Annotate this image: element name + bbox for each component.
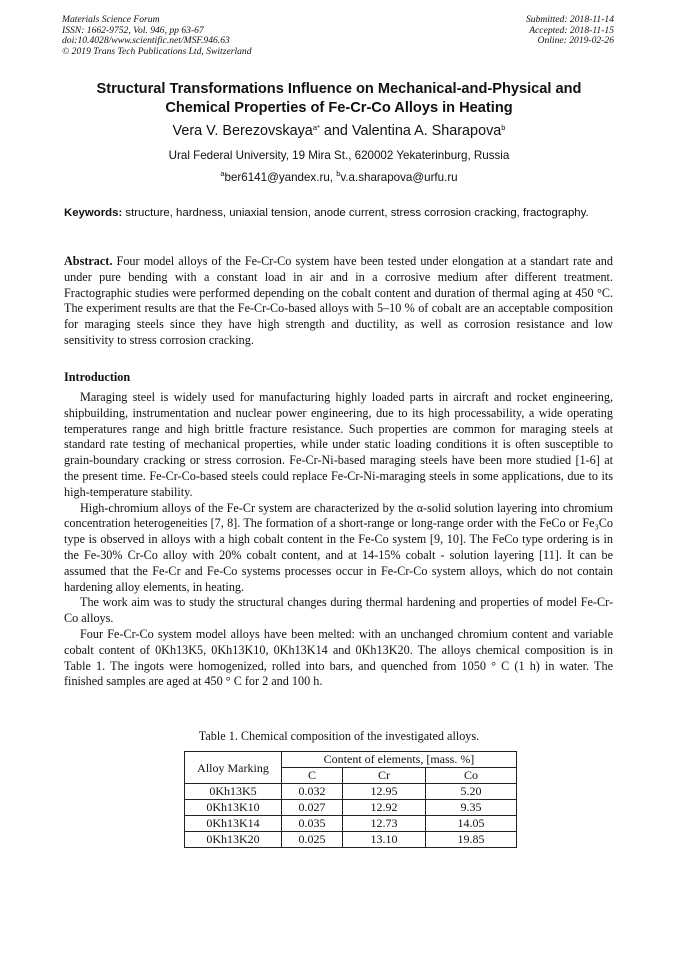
author-conjunction: and bbox=[319, 123, 352, 139]
keywords bbox=[64, 206, 613, 222]
table-row bbox=[185, 800, 517, 816]
online-date: Online: 2019-02-26 bbox=[537, 35, 614, 47]
author-emails bbox=[40, 171, 638, 185]
table-cell: 12.95 bbox=[343, 784, 426, 800]
table-cell: 12.92 bbox=[343, 800, 426, 816]
table-cell: 0.035 bbox=[282, 816, 343, 832]
intro-paragraph: Four Fe-Cr-Co system model alloys have been melted: with an unchanged chromium content and variable cobalt content of 0Kh13K5, 0Kh13K10, 0Kh13K14 and 0Kh13K20. The alloys chemical composition is in Table 1. The ingots were homogenized, rolled into bars, and quenched from 1050 ° C (1 h) in water. The finished samples are aged at 450 ° C for 2 and 100 h. bbox=[64, 626, 613, 689]
abstract-label: Abstract. bbox=[64, 254, 113, 268]
table-cell: 14.05 bbox=[426, 816, 517, 832]
table-cell: 5.20 bbox=[426, 784, 517, 800]
issn-line: ISSN: 1662-9752, Vol. 946, pp 63-67 bbox=[62, 24, 204, 36]
table-cell: 0Kh13K10 bbox=[185, 800, 282, 816]
paper-title bbox=[40, 80, 638, 118]
keywords-text: structure, hardness, uniaxial tension, anode current, stress corrosion cracking, fractography. bbox=[122, 207, 589, 219]
table-cell: 13.10 bbox=[343, 832, 426, 848]
journal-info bbox=[62, 15, 252, 57]
author-list bbox=[40, 122, 638, 140]
keywords-label: Keywords: bbox=[64, 207, 123, 219]
table-caption: Table 1. Chemical composition of the investigated alloys. bbox=[198, 729, 480, 743]
author-1-superscript: a* bbox=[312, 123, 320, 132]
title-line-1: Structural Transformations Influence on Mechanical-and-Physical and bbox=[96, 81, 582, 97]
affiliation: Ural Federal University, 19 Mira St., 620002 Yekaterinburg, Russia bbox=[168, 149, 510, 162]
chemical-composition-table bbox=[184, 751, 517, 848]
table-cell: 0.025 bbox=[282, 832, 343, 848]
copyright-line: © 2019 Trans Tech Publications Ltd, Switzerland bbox=[62, 45, 252, 57]
table-row bbox=[185, 816, 517, 832]
intro-paragraph: High-chromium alloys of the Fe-Cr system are characterized by the α-solid solution layering into chromium concentration heterogeneities [7, 8]. The formation of a short-range or long-range order with the FeCo or Fe₃Co type is observed in alloys with a high cobalt content in the Fe-Co system [9, 10]. The FeCo type ordering is in the Fe-30% Cr-Co alloy with 20% cobalt content, and at 14-15% cobalt - solution layering [11]. It can be assumed that the Fe-Cr and Fe-Co systems processes occur in Fe-Cr-Co system alloys, which do not contain hardening alloy elements, in heating. bbox=[64, 500, 613, 594]
abstract bbox=[64, 254, 613, 349]
table-cell: 0.032 bbox=[282, 784, 343, 800]
table-header-content: Content of elements, [mass. %] bbox=[282, 752, 517, 768]
table-header-alloy-marking: Alloy Marking bbox=[185, 752, 282, 784]
title-line-2: Chemical Properties of Fe-Cr-Co Alloys in Heating bbox=[165, 100, 513, 116]
introduction-body bbox=[64, 390, 613, 690]
submitted-date: Submitted: 2018-11-14 bbox=[525, 14, 614, 25]
table-cell: 0Kh13K14 bbox=[185, 816, 282, 832]
journal-name: Materials Science Forum bbox=[62, 14, 160, 25]
table-header-c: C bbox=[282, 768, 343, 784]
table-cell: 0.027 bbox=[282, 800, 343, 816]
accepted-date: Accepted: 2018-11-15 bbox=[529, 24, 614, 36]
table-header-co: Co bbox=[426, 768, 517, 784]
author-1: Vera V. Berezovskaya bbox=[172, 123, 313, 139]
table-cell: 12.73 bbox=[343, 816, 426, 832]
doi-line: doi:10.4028/www.scientific.net/MSF.946.63 bbox=[62, 35, 230, 47]
email-a: ber6141@yandex.ru, bbox=[224, 171, 337, 184]
table-header-row bbox=[185, 752, 517, 768]
table-cell: 9.35 bbox=[426, 800, 517, 816]
table-row bbox=[185, 784, 517, 800]
abstract-text: Four model alloys of the Fe-Cr-Co system have been tested under elongation at a standart rate and under pure bending with a constant load in air and in a corrosive medium after different treatment. Fractographic studies were performed depending on the cobalt content and duration of thermal aging at 450 °C. The experiment results are that the Fe-Cr-Co-based alloys with 5–10 % of cobalt are an acceptable composition for maraging steels since they have high strength and ductility, as well as corrosion resistance and low sensitivity to stress corrosion cracking. bbox=[64, 254, 613, 347]
table-header-cr: Cr bbox=[343, 768, 426, 784]
email-a-superscript: a bbox=[220, 169, 225, 178]
author-2-superscript: b bbox=[501, 123, 506, 132]
intro-paragraph: Maraging steel is widely used for manufacturing highly loaded parts in aircraft and rocket engineering, shipbuilding, instrumentation and nuclear power engineering, due to its high processability, a wide operating temperatures range and high brittle fracture resistance. Such properties are common for maraging steels at standard rate testing of mechanical properties, while under static loading conditions it is often susceptible to grain-boundary cracking or stress corrosion. Fe-Cr-Ni-based maraging steels have been more studied [1-6] at the present time. Fe-Cr-Co-based steels could replace Fe-Cr-Ni-maraging steels in some applications, due to its high-temperature stability. bbox=[64, 390, 613, 499]
table-cell: 0Kh13K20 bbox=[185, 832, 282, 848]
email-b-superscript: b bbox=[336, 169, 341, 178]
author-2: Valentina A. Sharapova bbox=[351, 123, 502, 139]
email-b: v.a.sharapova@urfu.ru bbox=[340, 171, 458, 184]
publication-dates bbox=[526, 15, 614, 47]
section-heading-introduction: Introduction bbox=[64, 370, 131, 384]
table-cell: 0Kh13K5 bbox=[185, 784, 282, 800]
intro-paragraph: The work aim was to study the structural changes during thermal hardening and properties of model Fe-Cr-Co alloys. bbox=[64, 595, 613, 626]
table-cell: 19.85 bbox=[426, 832, 517, 848]
table-row bbox=[185, 832, 517, 848]
